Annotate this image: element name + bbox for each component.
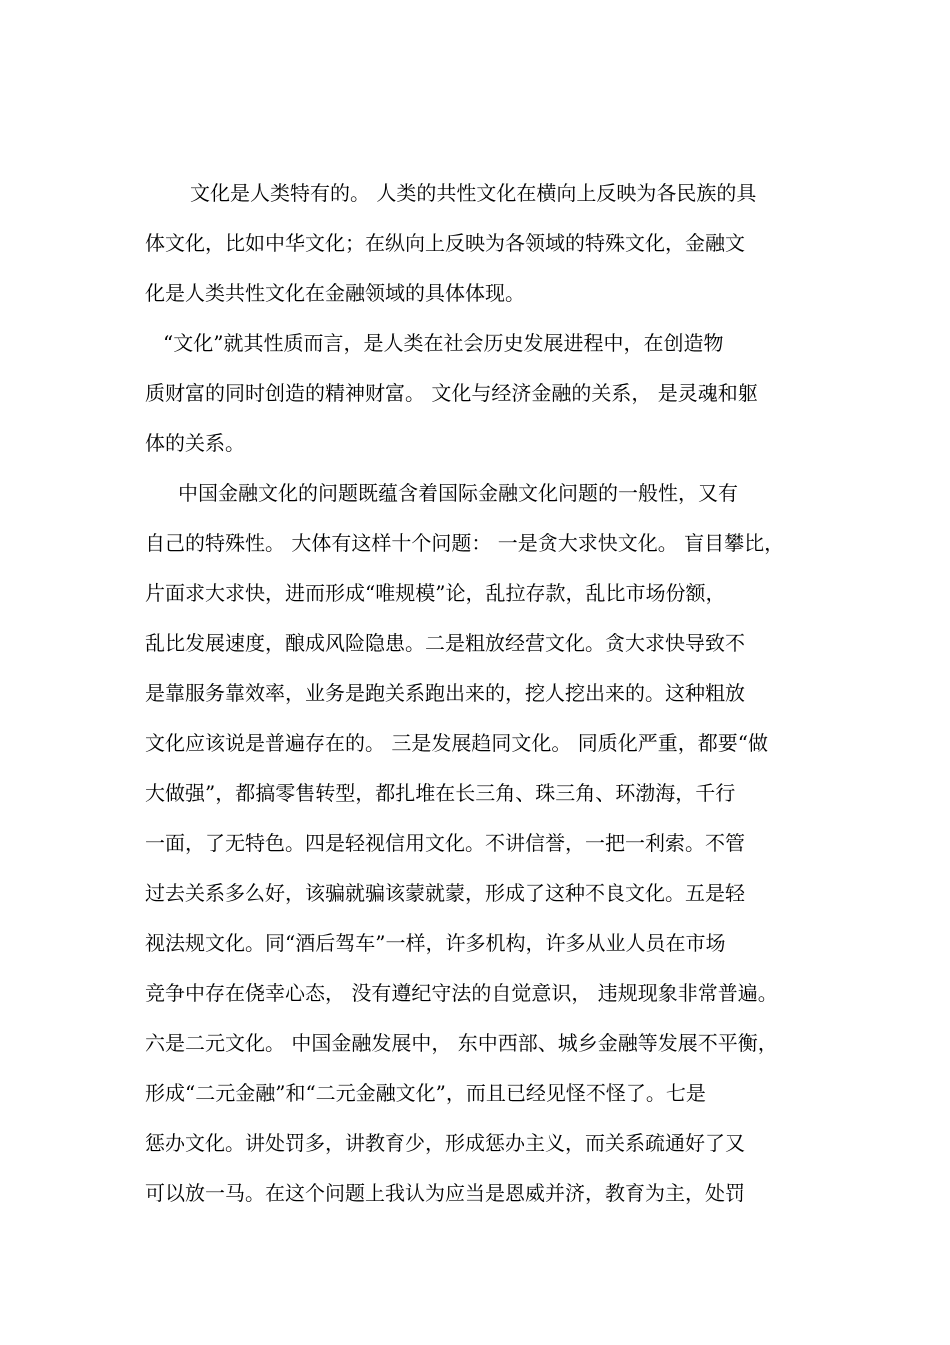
- text-line-2: 体文化，比如中华文化；在纵向上反映为各领域的特殊文化，金融文: [145, 231, 745, 255]
- text-line-21: 可以放一马。在这个问题上我认为应当是恩威并济，教育为主，处罚: [145, 1181, 745, 1205]
- text-line-19: 形成“二元金融”和“二元金融文化”，而且已经见怪不怪了。七是: [145, 1081, 706, 1105]
- text-line-15: 过去关系多么好，该骗就骗该蒙就蒙，形成了这种不良文化。五是轻: [145, 881, 745, 905]
- text-line-8: 自己的特殊性。 大体有这样十个问题： 一是贪大求快文化。 盲目攀比，: [145, 531, 785, 555]
- text-line-11: 是靠服务靠效率，业务是跑关系跑出来的，挖人挖出来的。这种粗放: [145, 681, 745, 705]
- text-line-16: 视法规文化。同“酒后驾车”一样，许多机构，许多从业人员在市场: [145, 931, 726, 955]
- text-line-7: 中国金融文化的问题既蕴含着国际金融文化问题的一般性，又有: [178, 481, 738, 505]
- text-line-6: 体的关系。: [145, 431, 245, 455]
- text-line-4: “文化”就其性质而言，是人类在社会历史发展进程中，在创造物: [163, 331, 724, 355]
- text-line-14: 一面，了无特色。四是轻视信用文化。不讲信誉，一把一利索。不管: [145, 831, 745, 855]
- text-line-3: 化是人类共性文化在金融领域的具体体现。: [145, 281, 525, 305]
- text-line-18: 六是二元文化。 中国金融发展中， 东中西部、城乡金融等发展不平衡，: [145, 1031, 778, 1055]
- text-line-13: 大做强”，都搞零售转型，都扎堆在长三角、珠三角、环渤海，千行: [145, 781, 736, 805]
- text-line-9: 片面求大求快，进而形成“唯规模”论，乱拉存款，乱比市场份额，: [145, 581, 726, 605]
- text-line-1: 文化是人类特有的。 人类的共性文化在横向上反映为各民族的具: [190, 181, 757, 205]
- text-line-17: 竞争中存在侥幸心态， 没有遵纪守法的自觉意识， 违规现象非常普遍。: [145, 981, 778, 1005]
- text-line-10: 乱比发展速度，酿成风险隐患。二是粗放经营文化。贪大求快导致不: [145, 631, 745, 655]
- text-line-5: 质财富的同时创造的精神财富。 文化与经济金融的关系， 是灵魂和躯: [145, 381, 758, 405]
- text-line-12: 文化应该说是普遍存在的。 三是发展趋同文化。 同质化严重，都要“做: [145, 731, 768, 755]
- text-line-20: 惩办文化。讲处罚多，讲教育少，形成惩办主义，而关系疏通好了又: [145, 1131, 745, 1155]
